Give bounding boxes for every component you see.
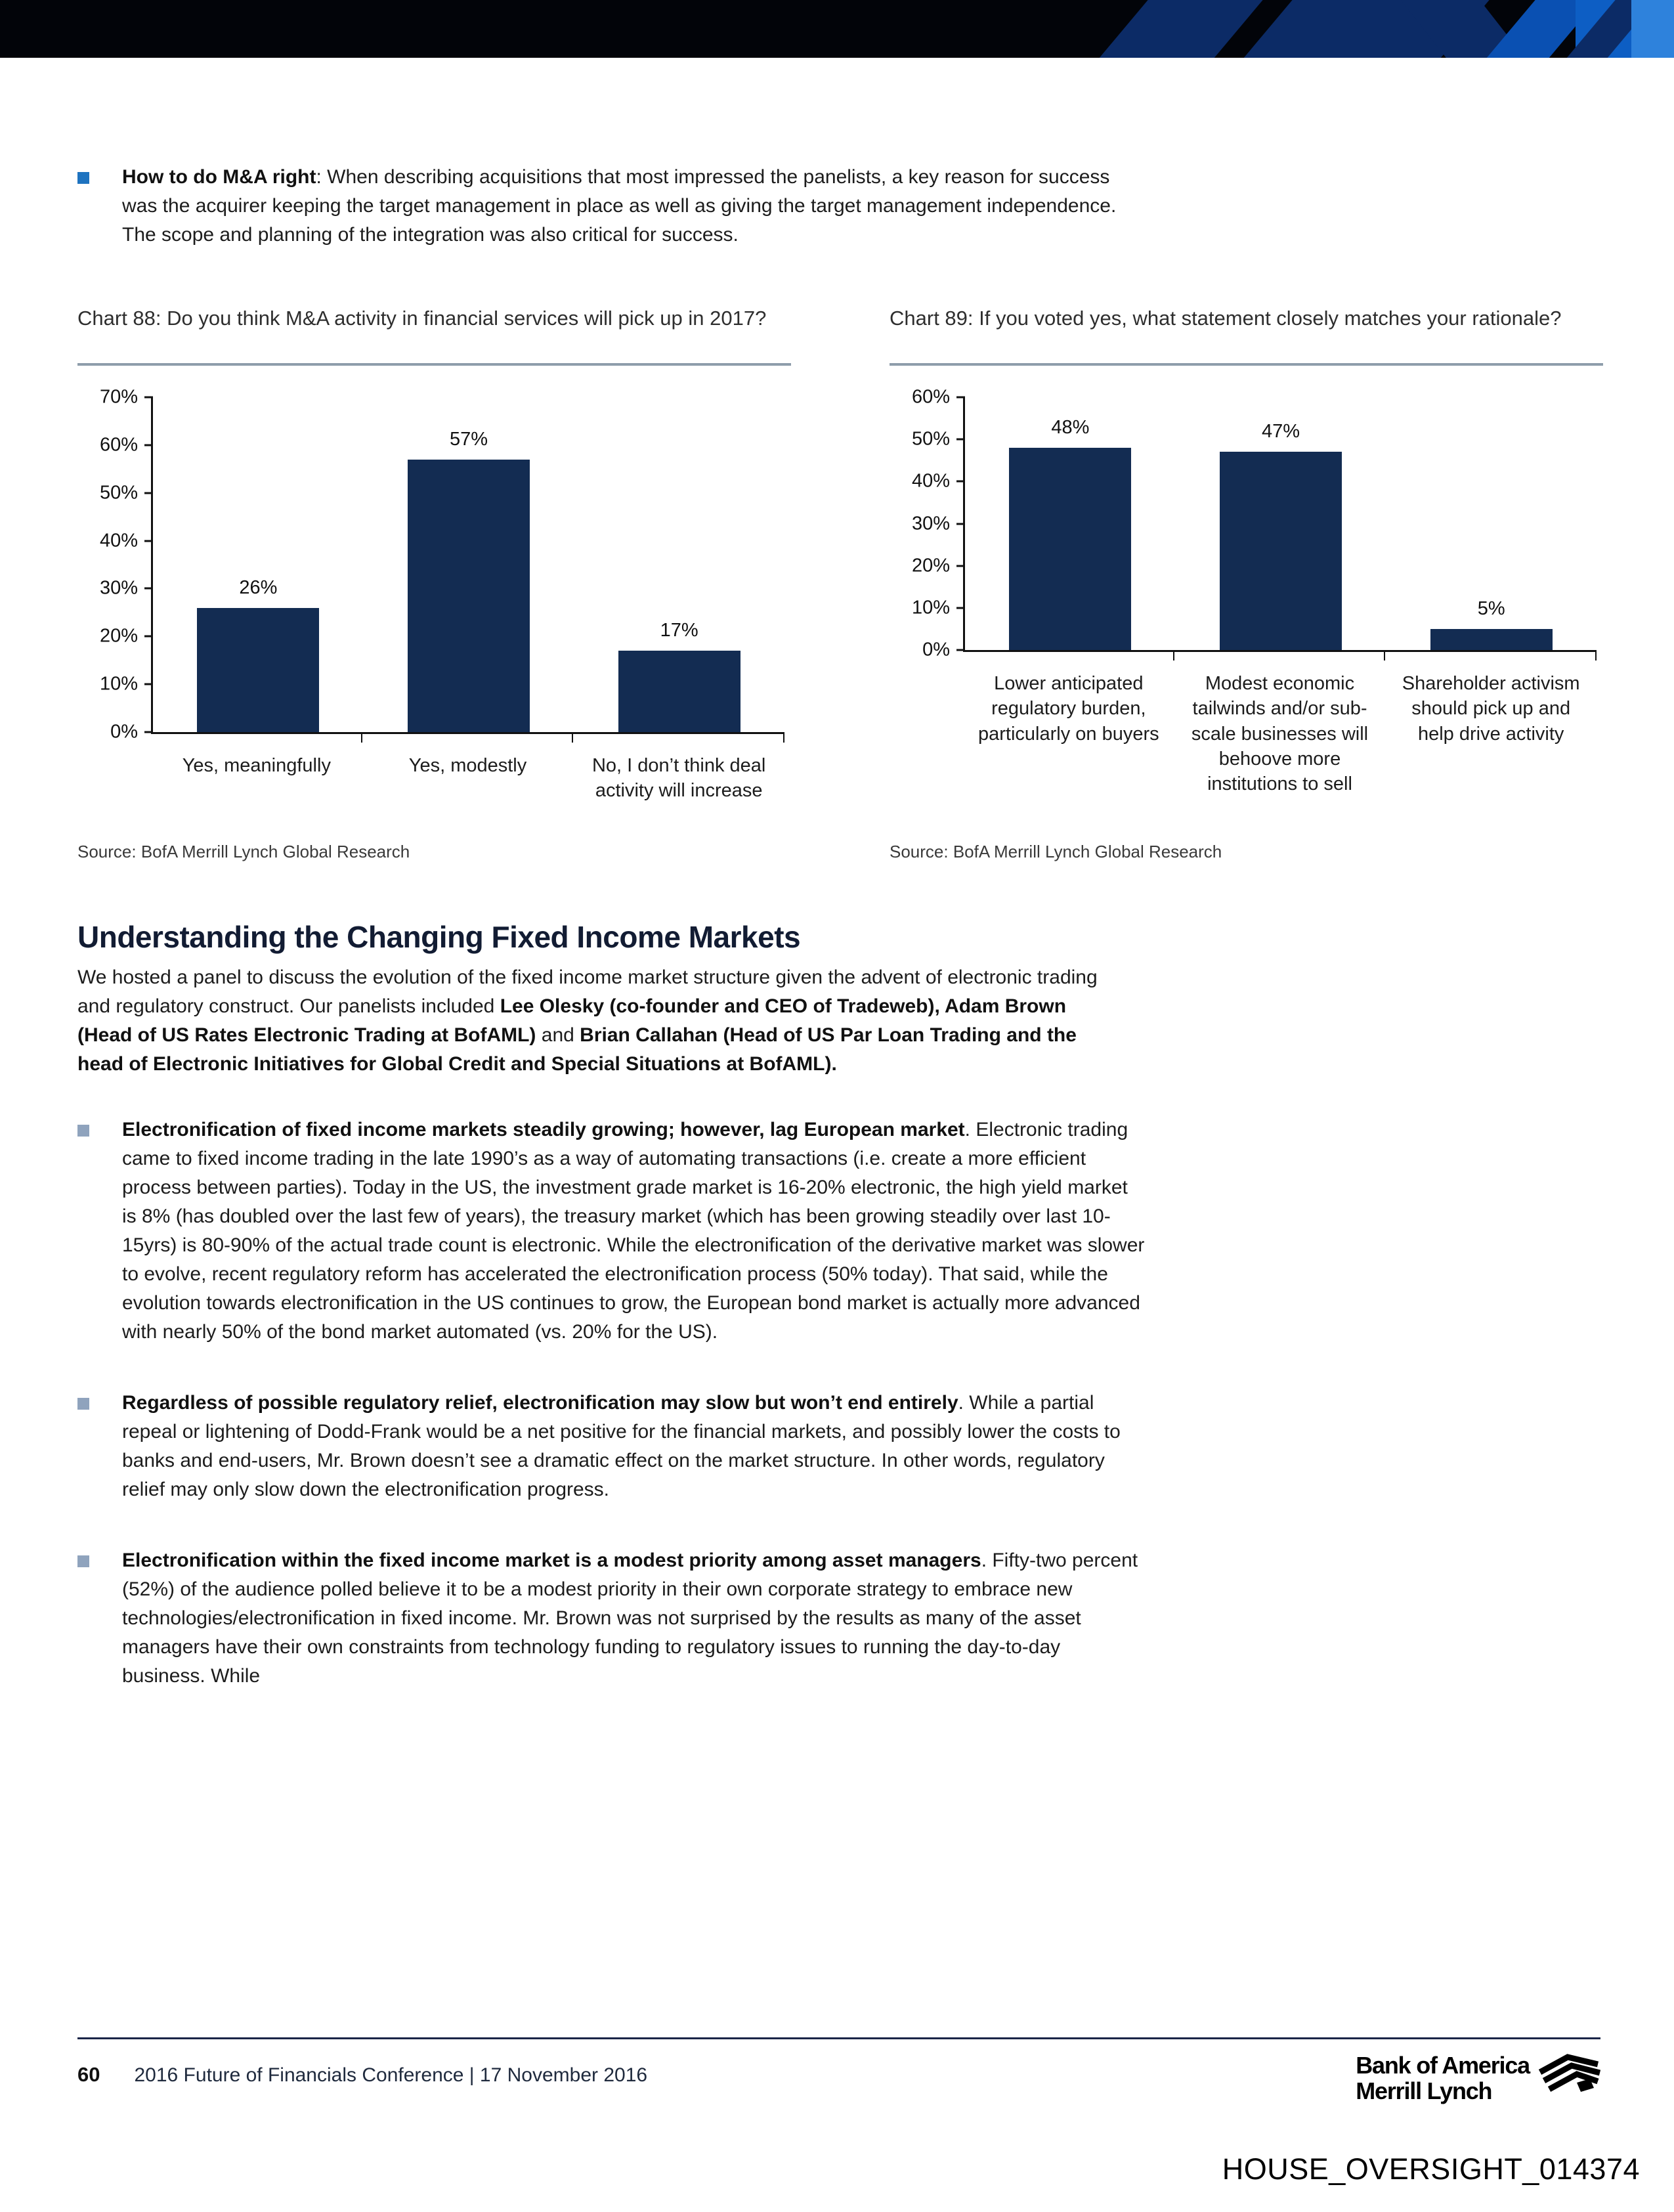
y-axis-tick-label: 70%	[99, 386, 138, 408]
bar	[1009, 448, 1131, 650]
y-axis-tick-label: 60%	[911, 386, 950, 408]
chart-header	[77, 305, 791, 366]
y-axis-tick-mark	[144, 492, 153, 494]
category-label: No, I don’t think deal activity will increase	[591, 755, 766, 802]
y-axis-tick-label: 50%	[911, 428, 950, 450]
section-paragraph: We hosted a panel to discuss the evolution of the fixed income market structure given the advent of electronic trading and regulatory construct. Our panelists included Lee Olesky (co-founder and CEO of Tradeweb), Adam Brown (Head of US Rates Electronic Trading at BofAML) and Brian Callahan (Head of US Par Loan Trading and the head of Electronic Initiatives for Global Credit and Special Situations at BofAML).	[77, 966, 1098, 1075]
bar-slot	[965, 397, 1176, 650]
y-axis-tick-label: 30%	[99, 577, 138, 599]
bar	[1430, 629, 1553, 650]
y-axis-tick-mark	[144, 588, 153, 590]
footer-doc-title: 2016 Future of Financials Conference | 17 November 2016	[134, 2064, 648, 2086]
bar	[1220, 452, 1342, 650]
y-axis-tick-label: 40%	[911, 470, 950, 492]
bullet-text: Electronification within the fixed income market is a modest priority among asset managers. Fifty-two percent (52%) of the audience polled believe it to be a modest priority in their own corporate strategy to embrace new technologies/electronification in fixed income. Mr. Brown was not surprised by the results as many of the asset managers have their own constraints from technology funding to regulatory issues to running the day-to-day business. While	[122, 1550, 1138, 1687]
page-content	[77, 58, 1603, 1733]
bar	[618, 651, 740, 732]
bar-value-label: 47%	[1261, 421, 1300, 443]
category-label: Lower anticipated regulatory burden, particularly on buyers	[978, 673, 1159, 745]
bar-value-label: 26%	[239, 576, 278, 598]
y-axis-tick	[912, 513, 965, 534]
y-axis-tick-mark	[144, 540, 153, 542]
section-heading: Understanding the Changing Fixed Income Markets	[77, 920, 801, 954]
chart-plot-column	[911, 386, 1597, 796]
category-label-row	[151, 743, 784, 804]
y-axis-tick-mark	[956, 397, 965, 399]
bullet-item	[77, 1546, 1603, 1691]
bullet-text: Regardless of possible regulatory relief, electronification may slow but won’t end entirely. While a partial repeal or lightening of Dodd-Frank would be a net positive for the financial markets, and possibly lower the costs to banks and end-users, Mr. Brown doesn’t see a dramatic effect on the market structure. In other words, regulatory relief may only slow down the electronification progress.	[122, 1392, 1121, 1500]
chart-header	[890, 305, 1603, 366]
x-axis-tick	[573, 734, 784, 743]
header-banner-graphic	[1050, 0, 1674, 58]
bullet-text: How to do M&A right: When describing acquisitions that most impressed the panelists, a key reason for success was the acquirer keeping the target management in place as well as giving the target management independence. The scope and planning of the integration was also critical for success.	[122, 166, 1117, 246]
chart-plot-area	[911, 386, 1597, 661]
y-axis-tick	[100, 434, 153, 456]
y-axis-tick-label: 10%	[911, 597, 950, 618]
chart-89	[890, 305, 1603, 862]
y-axis-tick-mark	[956, 607, 965, 609]
y-axis-tick-mark	[956, 523, 965, 525]
chart-title-rule	[890, 363, 1603, 366]
chart-title-rule	[77, 363, 791, 366]
y-axis-tick-label: 40%	[99, 530, 138, 552]
category-label: Modest economic tailwinds and/or sub-scale businesses will behoove more institutions to sell	[1191, 673, 1369, 795]
y-axis-tick	[100, 482, 153, 504]
y-axis-tick	[110, 722, 153, 743]
y-axis-tick	[100, 387, 153, 408]
header-banner	[0, 0, 1674, 58]
chart-source: Source: BofA Merrill Lynch Global Research	[77, 842, 410, 861]
logo-line-1: Bank of America	[1356, 2052, 1530, 2079]
footer-divider	[77, 2037, 1600, 2039]
bullet-item	[77, 1389, 1603, 1504]
y-axis-tick	[100, 626, 153, 647]
y-axis-tick	[100, 674, 153, 695]
x-axis-ticks	[151, 734, 784, 743]
x-axis-tick	[1385, 652, 1597, 661]
banner-shape	[1084, 0, 1276, 58]
logo-line-2: Merrill Lynch	[1356, 2077, 1492, 2104]
x-axis-ticks	[963, 652, 1597, 661]
boa-flag-icon	[1537, 2054, 1600, 2094]
chart-title: Chart 89: If you voted yes, what statement closely matches your rationale?	[890, 307, 1562, 330]
x-axis-tick	[1174, 652, 1386, 661]
y-axis-tick	[100, 578, 153, 599]
intro-bullet-list	[77, 163, 1603, 249]
y-axis-tick-mark	[144, 731, 153, 733]
banner-shape	[1631, 0, 1674, 58]
y-axis-tick	[912, 471, 965, 492]
x-axis-tick	[362, 734, 574, 743]
bullet-square-icon	[77, 1398, 89, 1410]
chart-title: Chart 88: Do you think M&A activity in financial services will pick up in 2017?	[77, 307, 767, 330]
bar	[408, 460, 530, 732]
x-axis-tick	[151, 734, 362, 743]
y-axis-tick-label: 0%	[922, 639, 950, 661]
bar-value-label: 17%	[660, 620, 698, 641]
category-label: Yes, meaningfully	[182, 755, 331, 776]
y-axis-tick-mark	[956, 439, 965, 441]
y-axis-tick	[912, 387, 965, 408]
body-bullet-list	[77, 1116, 1603, 1691]
bullet-square-icon	[77, 172, 89, 184]
bullet-item	[77, 163, 1603, 249]
bullet-item	[77, 1116, 1603, 1347]
y-axis-tick-label: 20%	[911, 555, 950, 576]
y-axis-tick-label: 0%	[110, 721, 138, 743]
watermark: HOUSE_OVERSIGHT_014374	[1222, 2152, 1640, 2186]
y-axis-tick-mark	[144, 397, 153, 399]
y-axis-tick-mark	[956, 649, 965, 651]
bar-slot	[153, 397, 364, 732]
bar	[197, 608, 319, 732]
bar-slot	[1386, 397, 1597, 650]
logo-text	[1356, 2052, 1530, 2104]
y-axis-tick-label: 60%	[99, 434, 138, 456]
chart-source: Source: BofA Merrill Lynch Global Research	[890, 842, 1222, 861]
y-axis-tick-mark	[956, 565, 965, 567]
y-axis-tick-mark	[144, 636, 153, 638]
y-axis-tick-label: 30%	[911, 513, 950, 534]
chart-plot-column	[99, 386, 784, 804]
category-label: Shareholder activism should pick up and help drive activity	[1402, 673, 1580, 745]
bullet-text: Electronification of fixed income markets steadily growing; however, lag European market. Electronic trading came to fixed income trading in the late 1990’s as a way of automating transactions (i.e. create a more efficient process between parties). Today in the US, the investment grade market is 16-20% electronic, the high yield market is 8% (has doubled over the last few of years), the treasury market (which has been growing steadily over last 10-15yrs) is 80-90% of the actual trade count is electronic. While the electronification of the derivative market was slower to evolve, recent regulatory reform has accelerated the electronification process (50% today). That said, while the evolution towards electronification in the US continues to grow, the European bond market is actually more advanced with nearly 50% of the bond market automated (vs. 20% for the US).	[122, 1119, 1145, 1343]
bar-slot	[1176, 397, 1386, 650]
y-axis-tick	[912, 555, 965, 576]
charts-row	[77, 305, 1603, 862]
y-axis-tick-mark	[144, 683, 153, 685]
chart-88	[77, 305, 791, 862]
y-axis-tick	[100, 530, 153, 552]
bullet-square-icon	[77, 1125, 89, 1137]
y-axis-tick	[912, 429, 965, 450]
page-number: 60	[77, 2063, 100, 2086]
bar-slot	[574, 397, 784, 732]
bofa-merrill-logo	[1356, 2052, 1600, 2104]
x-axis-tick	[963, 652, 1174, 661]
bullet-square-icon	[77, 1555, 89, 1567]
category-label: Yes, modestly	[408, 755, 527, 776]
y-axis-tick-label: 50%	[99, 482, 138, 504]
category-label-row	[963, 661, 1597, 796]
bar-value-label: 5%	[1477, 597, 1505, 619]
y-axis-tick	[922, 640, 965, 661]
chart-plot-area	[99, 386, 784, 743]
y-axis-tick-label: 20%	[99, 625, 138, 647]
y-axis-tick-mark	[956, 481, 965, 483]
y-axis-tick-mark	[144, 444, 153, 446]
y-axis-tick	[912, 597, 965, 618]
bar-value-label: 57%	[449, 428, 488, 450]
y-axis-tick-label: 10%	[99, 673, 138, 695]
footer	[77, 2063, 647, 2087]
bar-slot	[364, 397, 574, 732]
bar-value-label: 48%	[1051, 417, 1090, 438]
